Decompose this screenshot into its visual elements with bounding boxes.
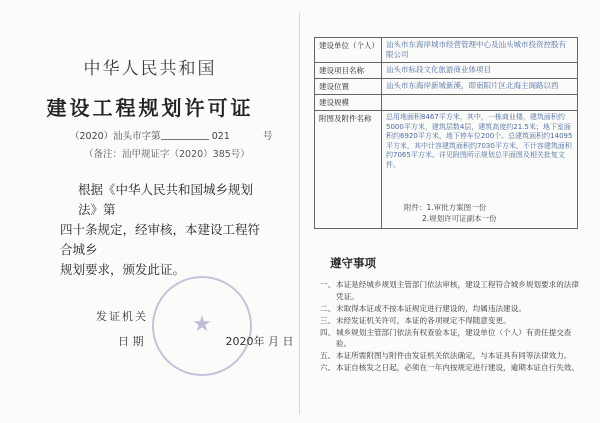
official-seal (152, 276, 252, 376)
seal-star-icon: ★ (192, 312, 212, 337)
attachments-text: 总用地面积8467平方米，其中，一栋商业楼，建筑面积约5000平方米，建筑层数4层，建筑高度约21.5米；地下室面积约6920平方米，地下停车位200个。总建筑面积约14095平方米，其中计容建筑面积约7030平方米，不计容建筑面积约7065平方米。详见附图所示规划总平面图及相关批复文件。 (386, 113, 573, 169)
attachments-list (404, 202, 497, 224)
certificate-number (70, 128, 273, 142)
attachment-item: 2.规划许可证副本一份 (422, 214, 497, 223)
rule-text: 未取得本证或不按本证规定进行建设的，均属违法建设。 (336, 303, 526, 313)
row-value: 汕头市东海岸城市经营管理中心及汕头城市投资控股有限公司 (382, 38, 578, 63)
row-value (382, 95, 578, 111)
rule-item (320, 327, 582, 350)
body-line-2: 四十条规定，经审核，本建设工程符合城乡 (60, 222, 261, 257)
row-value: 汕头市标段文化旅游商业体项目 (382, 63, 578, 79)
cert-number-prefix: （2020）汕头市字第 (70, 131, 161, 142)
rule-text: 本证是经城乡规划主管部门依法审核，建设工程符合城乡规划要求的法律凭证。 (336, 280, 579, 301)
body-line-1: 根据《中华人民共和国城乡规划法》第 (78, 182, 254, 217)
rules-heading: 遵守事项 (330, 256, 376, 270)
country-heading: 中华人民共和国 (83, 59, 217, 79)
cert-number-value: 021 (211, 131, 230, 142)
table-row (315, 95, 578, 111)
rule-item (320, 279, 582, 302)
attachments-label: 附图及附件名称 (315, 111, 382, 229)
rule-number: 三、 (320, 315, 336, 325)
table-row (315, 63, 578, 79)
attachments-cell (382, 111, 578, 229)
rule-text: 城乡规划主管部门依法有权查验本证，建设单位（个人）有责任提交查验。 (336, 327, 572, 348)
row-label: 建设项目名称 (315, 63, 382, 79)
table-row (315, 79, 578, 95)
date-value: 2020年 月 日 (225, 335, 294, 348)
body-line-3: 规划要求，颁发此证。 (60, 262, 186, 277)
issue-date (118, 333, 294, 349)
date-label: 日 期 (118, 335, 144, 348)
attachment-item: 附件：1.审批方案图一份 (404, 203, 487, 212)
cert-number-blank (161, 130, 209, 140)
certificate-body (60, 180, 270, 280)
rule-number: 六、 (320, 363, 336, 372)
issuer-label: 发证机关 (96, 310, 148, 323)
left-page (0, 0, 298, 423)
row-value: 汕头市东海岸新城新溪，即南阳片区北海主阁路以西 (382, 79, 578, 95)
row-label: 建设规模 (315, 95, 382, 111)
rules-list (320, 279, 582, 374)
rule-text: 本证所需附图与附件由发证机关依法确定，与本证具有同等法律效力。 (336, 351, 572, 360)
rule-item (320, 315, 582, 327)
rule-item (320, 303, 582, 315)
rule-text: 本证自核发之日起，必须在一年内按规定进行建设，逾期本证自行失效。 (336, 363, 579, 372)
project-info-table (314, 37, 578, 229)
certificate-note: （备注：汕甲规证字（2020）385号） (84, 149, 250, 160)
certificate-title: 建设工程规划许可证 (46, 96, 254, 120)
row-label: 建设位置 (315, 79, 382, 95)
table-row-attachments (315, 111, 578, 229)
rule-text: 未经发证机关许可，本证的各项规定不得随意变更。 (336, 315, 511, 325)
rule-number: 二、 (320, 303, 336, 313)
rule-item (320, 350, 582, 362)
rule-number: 一、 (320, 280, 336, 289)
right-page (302, 0, 598, 423)
rule-item (320, 362, 582, 374)
table-row (315, 38, 578, 63)
cert-number-suffix: 号 (262, 131, 273, 142)
rule-number: 五、 (320, 351, 336, 360)
rule-number: 四、 (320, 327, 336, 337)
row-label: 建设单位（个人） (315, 38, 382, 63)
